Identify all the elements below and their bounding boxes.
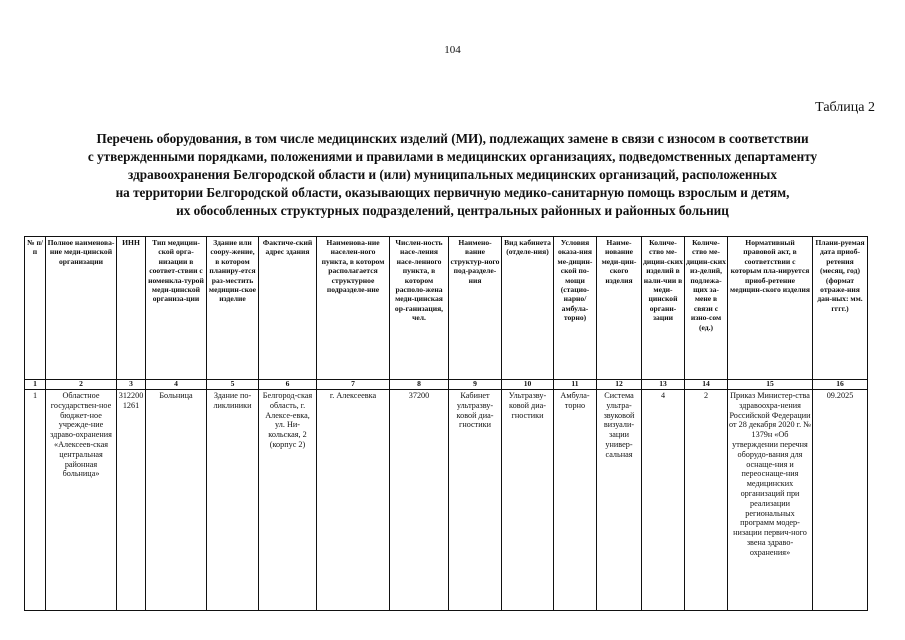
building-cell: Здание по-ликлиники xyxy=(207,390,259,611)
header-cell: Вид кабинета (отделе-ния) xyxy=(502,237,554,380)
subdivision-cell: Кабинет ультразву-ковой диа-гностики xyxy=(449,390,502,611)
equipment-table xyxy=(24,236,868,611)
header-cell: Здание или соору-жение, в котором планиру-ется раз-местить медицин-ское изделие xyxy=(207,237,259,380)
header-cell: Наимено-вание структур-ного под-разделе-ния xyxy=(449,237,502,380)
device-name-cell: Система ультра-звуковой визуали-зации универ-сальная xyxy=(597,390,642,611)
title-line: с утвержденными порядками, положениями и правилами в медицинских организациях, подведомственных департаменту xyxy=(87,149,818,164)
column-number: 15 xyxy=(728,380,813,390)
row-number-cell: 1 xyxy=(25,390,46,611)
column-number: 8 xyxy=(390,380,449,390)
locality-cell: г. Алексеевка xyxy=(317,390,390,611)
legal-act-cell: Приказ Министер-ства здравоохра-нения Российской Федерации от 28 декабря 2020 г. № 1379н «Об утверждении перечня оборудо-вания для оснаще-ния и переоснаще-ния медицинских организаций при реализации региональных программ модер-низации первич-ного звена здраво-охранения» xyxy=(728,390,813,611)
purchase-date-cell: 09.2025 xyxy=(813,390,868,611)
page-number: 104 xyxy=(444,44,461,56)
header-cell: Условия оказа-ния ме-дицин-ской по-мощи (стацио-нарно/ амбула-торно) xyxy=(554,237,597,380)
column-number: 2 xyxy=(46,380,117,390)
cabinet-type-cell: Ультразву-ковой диа-гностики xyxy=(502,390,554,611)
header-cell: Полное наименова-ние меди-цинской организации xyxy=(46,237,117,380)
table-label: Таблица 2 xyxy=(815,100,875,115)
address-cell: Белгород-ская область, г. Алексе-евка, ул. Ни-кольская, 2 (корпус 2) xyxy=(259,390,317,611)
header-cell: ИНН xyxy=(117,237,146,380)
column-number: 3 xyxy=(117,380,146,390)
header-cell: Наименова-ние населен-ного пункта, в котором располагается структурное подразделе-ние xyxy=(317,237,390,380)
column-number: 5 xyxy=(207,380,259,390)
column-number-row xyxy=(25,380,868,390)
column-number: 10 xyxy=(502,380,554,390)
devices-available-cell: 4 xyxy=(642,390,685,611)
header-cell: Наиме-нование меди-цин-ского изделия xyxy=(597,237,642,380)
population-cell: 37200 xyxy=(390,390,449,611)
title-line: их обособленных структурных подразделений, центральных районных и районных больниц xyxy=(176,203,729,218)
header-cell: Количе-ство ме-дицин-ских из-делий, подлежа-щих за-мене в связи с изно-сом (ед.) xyxy=(685,237,728,380)
header-cell: Количе-ство ме-дицин-ских изделий в нали-чии в меди-цинской органи-зации xyxy=(642,237,685,380)
column-number: 11 xyxy=(554,380,597,390)
title-line: здравоохранения Белгородской области и (или) муниципальных медицинских организаций, расположенных xyxy=(128,167,777,182)
organization-type-cell: Больница xyxy=(146,390,207,611)
header-cell: Нормативный правовой акт, в соответствии с которым пла-нируется приоб-ретение медицин-ского изделия xyxy=(728,237,813,380)
column-number: 1 xyxy=(25,380,46,390)
header-cell: Числен-ность насе-ления насе-ленного пункта, в котором располо-жена меди-цинская ор-ганизация, чел. xyxy=(390,237,449,380)
inn-cell: 312200 1261 xyxy=(117,390,146,611)
organization-name-cell: Областное государствен-ное бюджет-ное учрежде-ние здраво-охранения «Алексеев-ская центральная районная больница» xyxy=(46,390,117,611)
column-number: 12 xyxy=(597,380,642,390)
title-line: на территории Белгородской области, оказывающих первичную медико-санитарную помощь взрослым и детям, xyxy=(115,185,790,200)
column-number: 16 xyxy=(813,380,868,390)
header-cell: Тип медицин-ской орга-низации в соответ-ствии с номенкла-турой меди-цинской организа-ции xyxy=(146,237,207,380)
table-header-row xyxy=(25,237,868,380)
column-number: 13 xyxy=(642,380,685,390)
devices-to-replace-cell: 2 xyxy=(685,390,728,611)
column-number: 4 xyxy=(146,380,207,390)
document-title xyxy=(20,130,885,220)
header-cell: Фактиче-ский адрес здания xyxy=(259,237,317,380)
title-line: Перечень оборудования, в том числе медицинских изделий (МИ), подлежащих замене в связи с износом в соответствии xyxy=(96,131,809,146)
table-row xyxy=(25,390,868,611)
column-number: 9 xyxy=(449,380,502,390)
column-number: 6 xyxy=(259,380,317,390)
column-number: 14 xyxy=(685,380,728,390)
care-conditions-cell: Амбула-торно xyxy=(554,390,597,611)
column-number: 7 xyxy=(317,380,390,390)
header-cell: Плани-руемая дата приоб-ретения (месяц, год) (формат отраже-ния дан-ных: мм. гггг.) xyxy=(813,237,868,380)
header-cell: № п/п xyxy=(25,237,46,380)
